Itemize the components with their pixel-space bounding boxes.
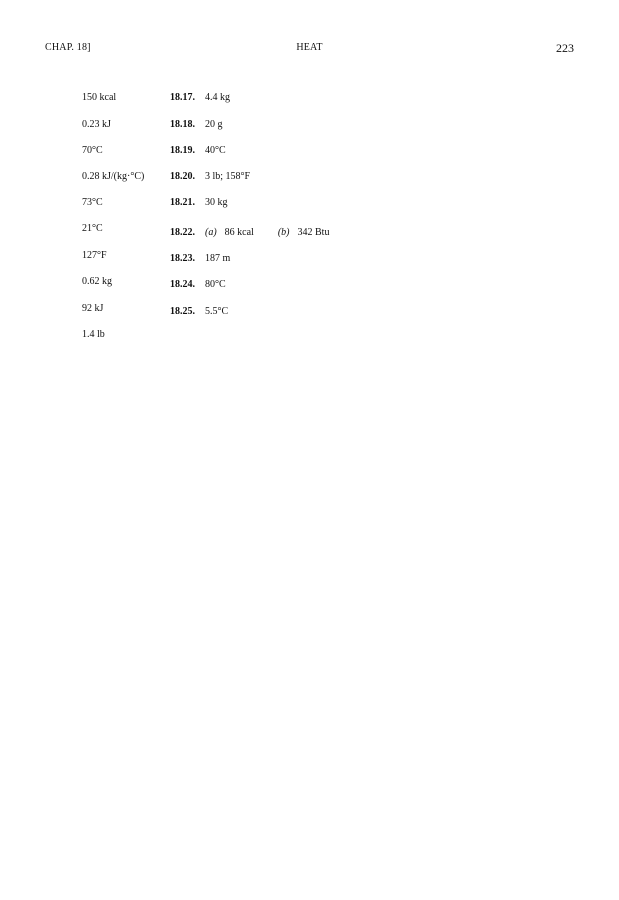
part-a-label: (a) [205, 227, 217, 238]
answer-value: 187 m [205, 253, 231, 264]
answer-value: 150 kcal [82, 92, 117, 103]
answer-value: 70°C [82, 145, 103, 156]
page-number: 223 [556, 41, 574, 55]
page-header [0, 42, 619, 58]
problem-number: 18.24. [170, 279, 195, 290]
answer-value: 30 kg [205, 197, 228, 208]
chapter-label: CHAP. 18] [45, 42, 91, 53]
answer-value: 3 lb; 158°F [205, 171, 251, 182]
answer-value-two-part [205, 227, 329, 238]
answer-value: 4.4 kg [205, 92, 230, 103]
problem-number: 18.19. [170, 145, 195, 156]
answer-value: 0.28 kJ/(kg·°C) [82, 171, 145, 182]
answer-value: 20 g [205, 119, 223, 130]
answer-value: 0.23 kJ [82, 119, 111, 130]
answer-value: 127°F [82, 250, 107, 261]
answer-value: 5.5°C [205, 306, 229, 317]
chapter-title: HEAT [296, 42, 323, 53]
problem-number: 18.22. [170, 227, 195, 238]
problem-number: 18.25. [170, 306, 195, 317]
problem-number: 18.20. [170, 171, 195, 182]
part-b-label: (b) [277, 227, 290, 238]
part-b-value: 342 Btu [297, 227, 330, 238]
problem-number: 18.17. [170, 92, 195, 103]
problem-number: 18.18. [170, 119, 195, 130]
problem-number: 18.23. [170, 253, 195, 264]
answer-value: 0.62 kg [82, 276, 112, 287]
answer-value: 80°C [205, 279, 226, 290]
answer-value: 73°C [82, 197, 103, 208]
answer-value: 21°C [82, 223, 103, 234]
answer-value: 1.4 lb [82, 329, 105, 340]
problem-number: 18.21. [170, 197, 195, 208]
answer-value: 92 kJ [82, 303, 104, 314]
part-a-value: 86 kcal [224, 227, 254, 238]
answer-value: 40°C [205, 145, 226, 156]
